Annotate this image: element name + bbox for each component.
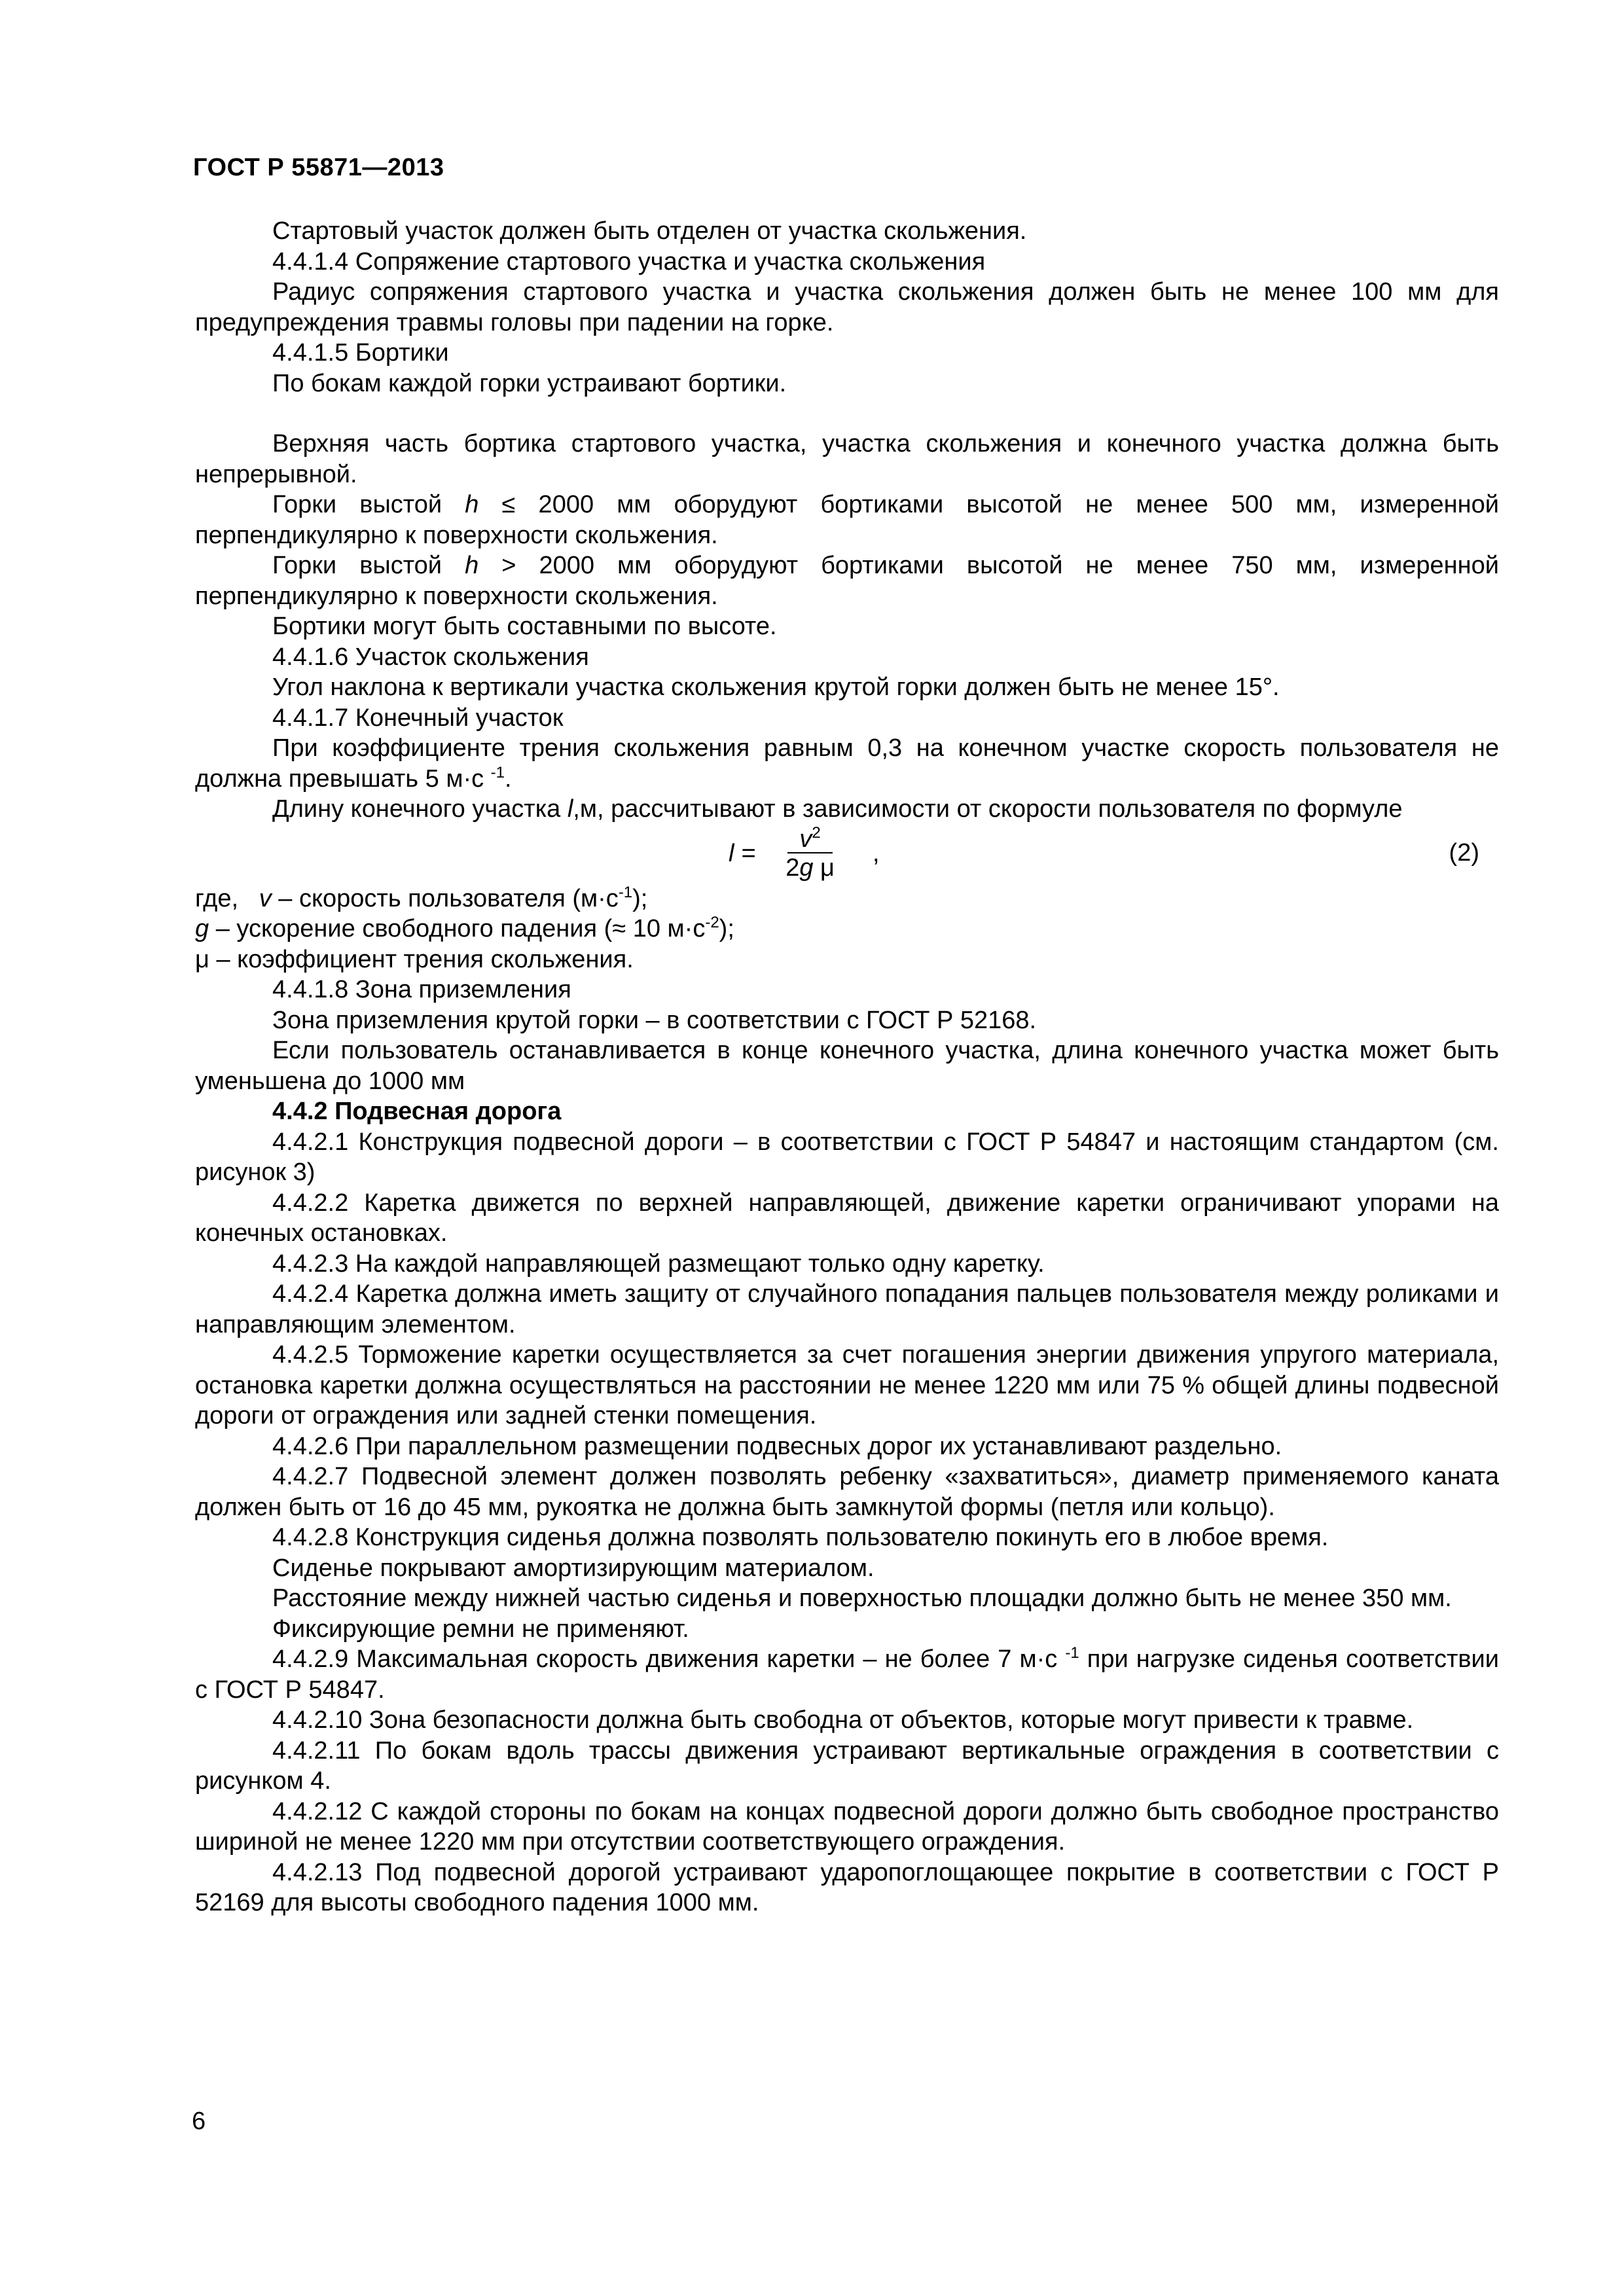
text-run: Длину конечного участка — [272, 795, 568, 823]
paragraph: Бортики могут быть составными по высоте. — [272, 613, 777, 640]
text-run: > 2000 мм оборудуют бортиками высотой не менее 750 мм, измеренной перпендикулярно к поверхности скольжения. — [195, 552, 1500, 610]
text-run: ≤ 2000 мм оборудуют бортиками высотой не менее 500 мм, измеренной перпендикулярно к поверхности скольжения. — [195, 491, 1499, 549]
text-run: 4.4.2.9 Максимальная скорость движения каретки – не более 7 м·с — [272, 1645, 1066, 1673]
paragraph: Радиус сопряжения стартового участка и участка скольжения должен быть не менее 100 мм для предупреждения травмы головы при падении на горке. — [195, 278, 1499, 336]
superscript: -2 — [705, 914, 719, 931]
paragraph: Сиденье покрывают амортизирующим материалом. — [272, 1554, 875, 1582]
paragraph: Зона приземления крутой горки – в соответствии с ГОСТ Р 52168. — [272, 1006, 1037, 1034]
superscript: 2 — [812, 823, 821, 842]
section-heading: 4.4.1.6 Участок скольжения — [272, 643, 589, 671]
paragraph: Если пользователь останавливается в конце конечного участка, длина конечного участка может быть уменьшена до 1000 мм — [195, 1037, 1499, 1095]
paragraph — [195, 490, 1499, 550]
where-g — [195, 914, 1499, 944]
section-heading: 4.4.1.5 Бортики — [272, 339, 449, 367]
where-v — [195, 884, 1499, 914]
document-header: ГОСТ Р 55871—2013 — [193, 154, 444, 181]
paragraph — [195, 794, 1499, 825]
paragraph: 4.4.2.4 Каретка должна иметь защиту от случайного попадания пальцев пользователя между роликами и направляющим элементом. — [195, 1280, 1499, 1338]
variable-g: g — [799, 853, 814, 882]
text-run: При коэффициенте трения скольжения равным 0,3 на конечном участке скорость пользователя не должна превышать 5 м·с — [195, 734, 1499, 793]
text-run: μ — [813, 853, 835, 882]
paragraph: 4.4.2.8 Конструкция сиденья должна позволять пользователю покинуть его в любое время. — [272, 1524, 1329, 1551]
variable-v: v — [799, 825, 812, 853]
paragraph — [195, 733, 1499, 794]
formula-denominator — [774, 853, 846, 882]
document-body — [195, 216, 1499, 1918]
paragraph: 4.4.2.7 Подвесной элемент должен позволять ребенку «захватиться», диаметр применяемого каната должен быть от 16 до 45 мм, рукоятка не должна быть замкнутой формы (петля или кольцо). — [195, 1463, 1499, 1521]
formula-block — [195, 825, 1499, 884]
formula-lhs: l = — [729, 840, 756, 868]
paragraph: По бокам каждой горки устраивают бортики. — [272, 369, 787, 397]
paragraph: 4.4.2.3 На каждой направляющей размещают только одну каретку. — [272, 1249, 1045, 1278]
paragraph — [195, 550, 1499, 611]
paragraph: 4.4.2.2 Каретка движется по верхней направляющей, движение каретки ограничивают упорами на конечных остановках. — [195, 1189, 1499, 1247]
superscript: -1 — [1065, 1644, 1079, 1662]
formula-fraction — [774, 823, 846, 882]
paragraph: 4.4.2.5 Торможение каретки осуществляется за счет погашения энергии движения упругого материала, остановка каретки должна осуществляться на расстоянии не менее 1220 мм или 75 % общей длины подвесной дороги от ограждения или задней стенки помещения. — [195, 1341, 1499, 1429]
paragraph: 4.4.2.1 Конструкция подвесной дороги – в соответствии с ГОСТ Р 54847 и настоящим стандартом (см. рисунок 3) — [195, 1128, 1499, 1186]
paragraph: 4.4.2.10 Зона безопасности должна быть свободна от объектов, которые могут привести к травме. — [272, 1706, 1414, 1734]
text-run: – скорость пользователя (м·с — [271, 884, 619, 912]
text-run: при нагрузке сиденья соответствии с ГОСТ Р 54847. — [195, 1645, 1499, 1704]
spacer — [195, 399, 1499, 429]
section-heading: 4.4.1.4 Сопряжение стартового участка и участка скольжения — [272, 247, 986, 276]
variable-v: v — [259, 884, 272, 912]
page-number: 6 — [192, 2108, 206, 2135]
section-heading: 4.4.1.8 Зона приземления — [272, 976, 571, 1003]
text-run: ,м, рассчитывают в зависимости от скорости пользователя по формуле — [573, 795, 1403, 823]
superscript: -1 — [618, 883, 633, 901]
superscript: -1 — [490, 763, 505, 781]
formula — [729, 823, 880, 882]
text-run: ); — [719, 915, 734, 942]
paragraph: Стартовый участок должен быть отделен от участка скольжения. — [272, 217, 1027, 245]
where-label: где, — [195, 884, 239, 912]
text-run: – ускорение свободного падения (≈ 10 м·с — [209, 915, 706, 942]
section-heading: 4.4.1.7 Конечный участок — [272, 704, 564, 732]
text-run: Горки выстой — [272, 491, 465, 518]
paragraph: 4.4.2.6 При параллельном размещении подвесных дорог их устанавливают раздельно. — [272, 1432, 1282, 1460]
formula-numerator — [787, 823, 832, 853]
where-mu: μ – коэффициент трения скольжения. — [195, 945, 634, 973]
paragraph — [195, 1644, 1499, 1705]
paragraph: Расстояние между нижней частью сиденья и поверхностью площадки должно быть не менее 350 мм. — [272, 1585, 1452, 1612]
paragraph: 4.4.2.13 Под подвесной дорогой устраивают ударопоглощающее покрытие в соответствии с ГОСТ Р 52169 для высоты свободного падения 1000 мм. — [195, 1858, 1499, 1916]
variable-h: h — [465, 552, 479, 579]
section-heading-bold: 4.4.2 Подвесная дорога — [272, 1098, 562, 1125]
paragraph: Угол наклона к вертикали участка скольжения крутой горки должен быть не менее 15°. — [272, 673, 1280, 701]
paragraph: Фиксирующие ремни не применяют. — [272, 1615, 689, 1643]
text-run: . — [505, 764, 512, 793]
text-run: ); — [632, 884, 648, 912]
paragraph: 4.4.2.11 По бокам вдоль трассы движения устраивают вертикальные ограждения в соответствии с рисунком 4. — [195, 1736, 1499, 1795]
variable-g: g — [195, 915, 209, 942]
text-run: 2 — [785, 853, 800, 882]
variable-h: h — [465, 491, 479, 518]
paragraph: Верхняя часть бортика стартового участка, участка скольжения и конечного участка должна быть непрерывной. — [195, 430, 1499, 488]
paragraph: 4.4.2.12 С каждой стороны по бокам на концах подвесной дороги должно быть свободное пространство шириной не менее 1220 мм при отсутствии соответствующего ограждения. — [195, 1797, 1499, 1856]
formula-number: (2) — [1449, 838, 1479, 867]
formula-comma: , — [872, 840, 880, 868]
text-run: Горки выстой — [272, 552, 465, 579]
variable-l: l — [567, 795, 573, 823]
